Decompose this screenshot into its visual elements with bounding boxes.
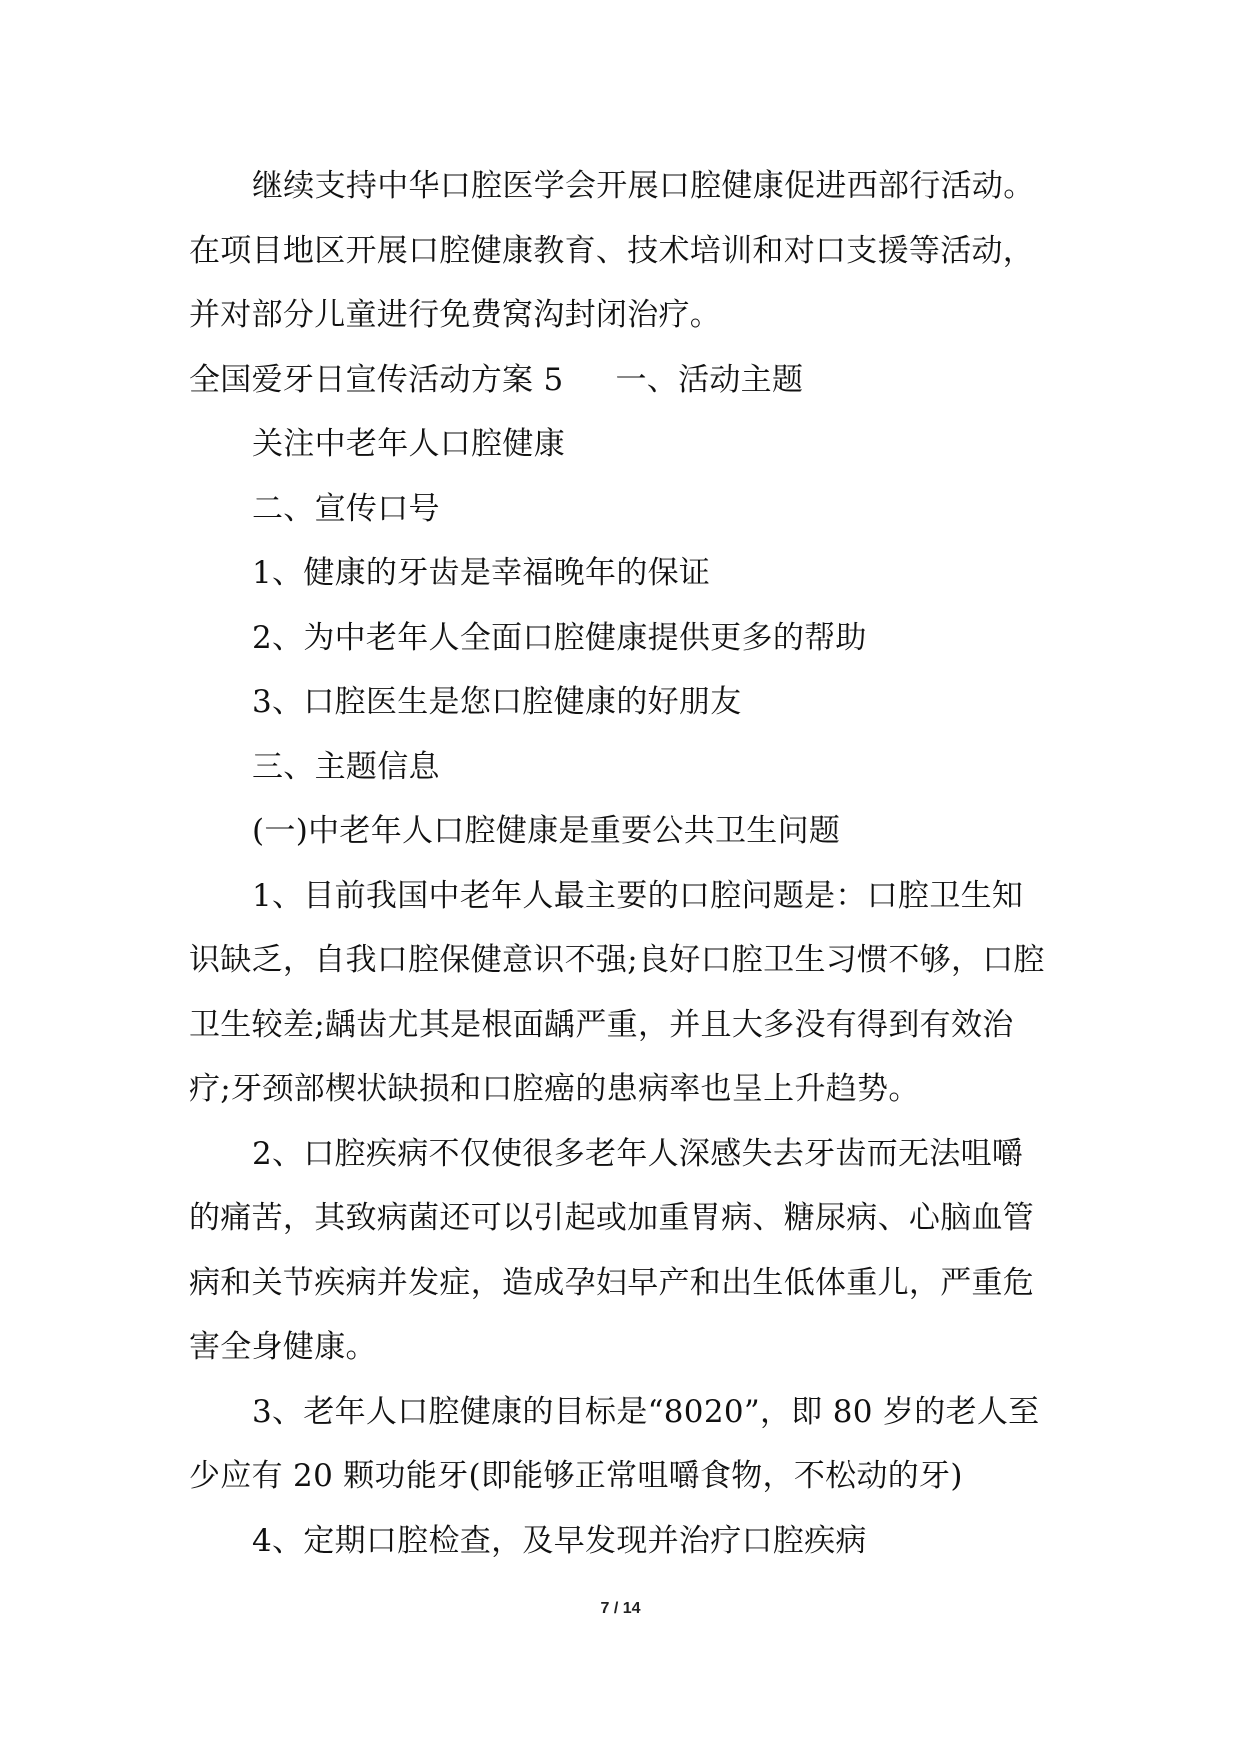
paragraph-theme: 关注中老年人口腔健康 (252, 426, 565, 462)
heading-theme-info: 三、主题信息 (252, 748, 440, 785)
slogan-2: 2、为中老年人全面口腔健康提供更多的帮助 (252, 619, 867, 656)
paragraph-point-3: 3、老年人口腔健康的目标是“8020”，即 80 岁的老人至少应有 20 颗功能牙(即能够正常咀嚼食物，不松动的牙) (189, 1393, 1040, 1494)
page-number: 7 / 14 (600, 1600, 641, 1617)
subheading-public-health: (一)中老年人口腔健康是重要公共卫生问题 (252, 813, 841, 849)
heading-slogans: 二、宣传口号 (252, 490, 440, 527)
paragraph-point-2: 2、口腔疾病不仅使很多老年人深感失去牙齿而无法咀嚼的痛苦，其致病菌还可以引起或加重胃病、糖尿病、心脑血管病和关节疾病并发症，造成孕妇早产和出生低体重儿，严重危害全身健康。 (189, 1135, 1035, 1365)
paragraph-west-activity: 继续支持中华口腔医学会开展口腔健康促进西部行活动。在项目地区开展口腔健康教育、技术培训和对口支援等活动，并对部分儿童进行免费窝沟封闭治疗。 (189, 168, 1035, 333)
slogan-3: 3、口腔医生是您口腔健康的好朋友 (252, 684, 742, 720)
slogan-1: 1、健康的牙齿是幸福晚年的保证 (252, 555, 711, 591)
section-title: 全国爱牙日宣传活动方案 5 (189, 361, 564, 398)
paragraph-point-4: 4、定期口腔检查，及早发现并治疗口腔疾病 (252, 1522, 867, 1559)
document-body (189, 154, 1051, 1573)
section-subtitle: 一、活动主题 (615, 361, 804, 398)
paragraph-point-1: 1、目前我国中老年人最主要的口腔问题是：口腔卫生知识缺乏，自我口腔保健意识不强;良好口腔卫生习惯不够，口腔卫生较差;龋齿尤其是根面龋严重，并且大多没有得到有效治疗;牙颈部楔状缺损和口腔癌的患病率也呈上升趋势。 (189, 877, 1045, 1107)
section-heading (189, 348, 1051, 413)
